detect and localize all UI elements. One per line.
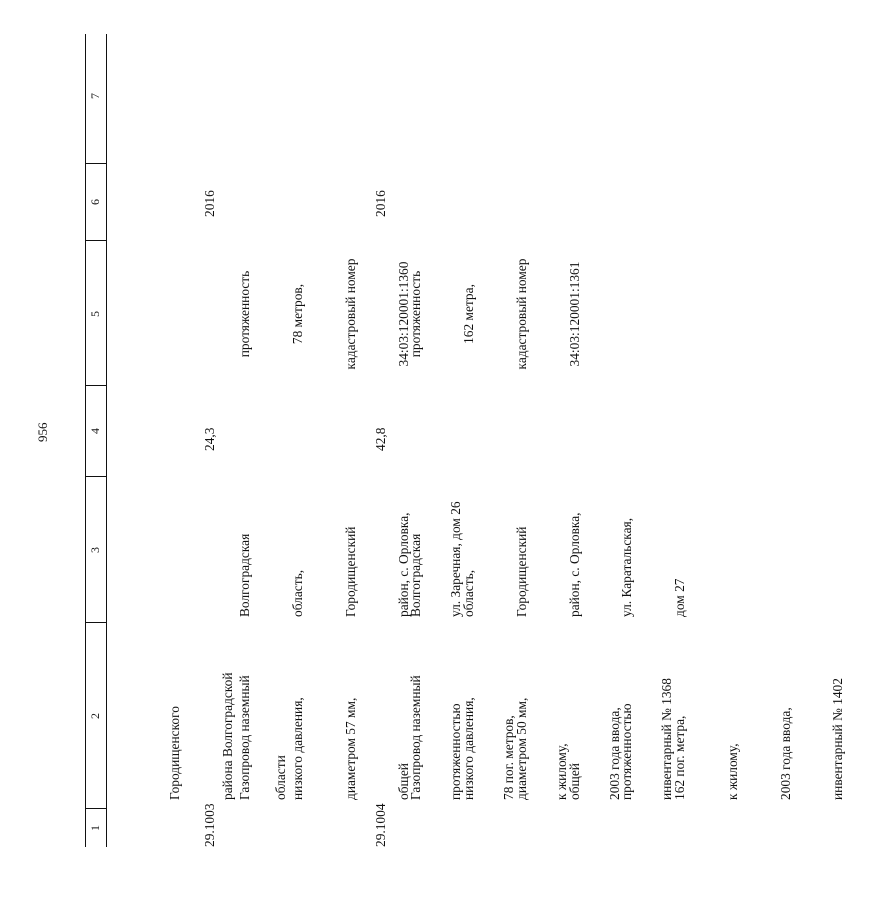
text-line: инвентарный № 1368 (659, 678, 675, 800)
text-line: 162 метра, (460, 284, 476, 344)
text-line: 78 пог. метров, (501, 715, 517, 800)
header-top-border (85, 34, 86, 847)
text-line: Газопровод наземный (237, 675, 253, 800)
text-line: протяженностью (619, 703, 635, 800)
text-line: область, (460, 569, 476, 617)
text-line: инвентарный № 1402 (830, 678, 846, 800)
text-line: 34:03:120001:1360 (395, 261, 411, 367)
text-line: Городищенский (342, 526, 358, 617)
text-line: 34:03:120001:1361 (566, 261, 582, 367)
col-separator (85, 622, 106, 623)
text-line: диаметром 57 мм, (342, 697, 358, 800)
header-bottom-border (106, 34, 107, 847)
text-line: низкого давления, (289, 697, 305, 800)
text-line: район, с. Орловка, (566, 512, 582, 617)
col-number-2: 2 (88, 713, 102, 719)
text-line: протяженность (237, 270, 253, 358)
text-line: 2003 года ввода, (777, 707, 793, 800)
col-number-6: 6 (88, 199, 102, 205)
col-separator (85, 808, 106, 809)
col-number-5: 5 (88, 311, 102, 317)
row-id: 29.1003 (202, 803, 217, 847)
col-separator (85, 240, 106, 241)
row-value: 42,8 (373, 427, 388, 451)
text-line: 78 метров, (289, 283, 305, 345)
text-line: протяженностью (448, 703, 464, 800)
col-separator (85, 163, 106, 164)
text-line: общей (395, 763, 411, 800)
row-name (372, 675, 882, 800)
col-number-7: 7 (88, 93, 102, 99)
text-line: район, с. Орловка, (395, 512, 411, 617)
text-line: ул. Каратальская, (619, 517, 635, 617)
text-line: область, (289, 569, 305, 617)
text-line: общей (566, 763, 582, 800)
row-characteristics (372, 251, 618, 377)
text-line: 2003 года ввода, (606, 707, 622, 800)
col-number-4: 4 (88, 428, 102, 434)
text-line: Городищенского (167, 706, 183, 800)
col-separator (85, 385, 106, 386)
text-line: протяженность (408, 270, 424, 358)
row-year: 2016 (373, 190, 388, 217)
text-line: Волгоградская (408, 533, 424, 617)
col-number-1: 1 (88, 825, 102, 831)
row-year: 2016 (202, 190, 217, 217)
text-line: ул. Заречная, дом 26 (448, 501, 464, 617)
text-line: области (272, 755, 288, 800)
text-line: кадастровый номер (513, 258, 529, 370)
text-line: диаметром 50 мм, (513, 697, 529, 800)
text-line: Городищенский (513, 526, 529, 617)
registry-table (85, 34, 846, 847)
text-line: кадастровый номер (342, 258, 358, 370)
row-address (372, 513, 724, 617)
text-line: к жилому, (724, 743, 740, 800)
text-line: Газопровод наземный (408, 675, 424, 800)
text-line: дом 27 (672, 578, 688, 617)
text-line: низкого давления, (460, 697, 476, 800)
row-id: 29.1004 (373, 803, 388, 847)
text-line: района Волгоградской (219, 672, 235, 800)
text-line: 162 пог. метра, (672, 715, 688, 800)
text-line: Волгоградская (237, 533, 253, 617)
text-line: к жилому, (553, 743, 569, 800)
row-value: 24,3 (202, 427, 217, 451)
page-number: 956 (35, 422, 50, 442)
col-number-3: 3 (88, 547, 102, 553)
col-separator (85, 476, 106, 477)
